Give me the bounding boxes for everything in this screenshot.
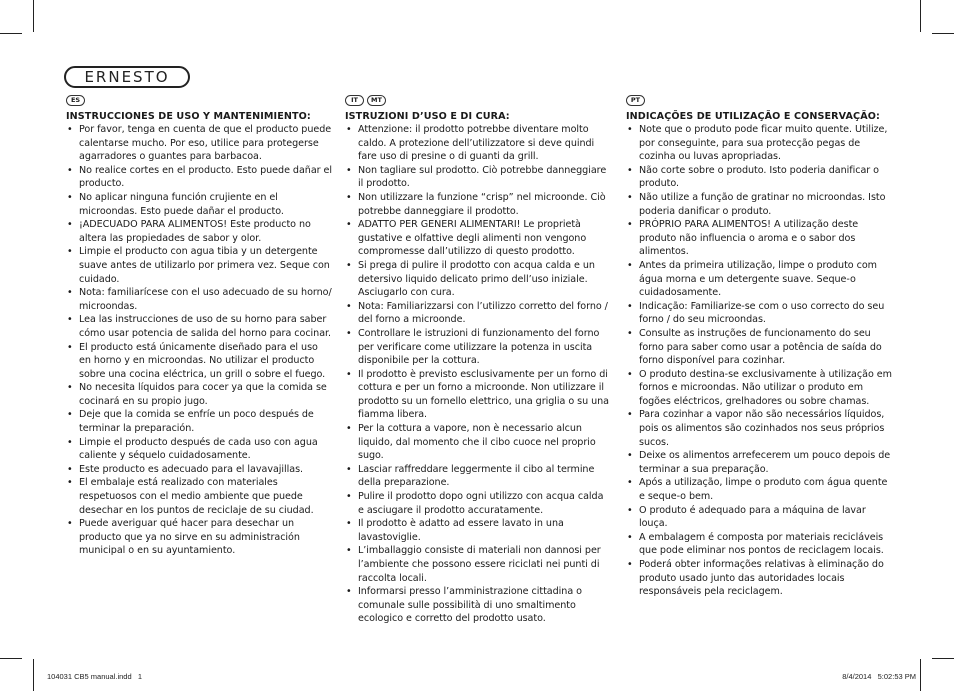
list-item: • Il prodotto è adatto ad essere lavato in una lavastoviglie. — [345, 517, 611, 544]
list-item: • Consulte as instruções de funcionamento do seu forno para saber como usar a potência de saída do forno disponível para cozinhar. — [626, 327, 892, 368]
crop-mark — [33, 0, 34, 32]
list-item: • Deje que la comida se enfríe un poco después de terminar la preparación. — [66, 408, 332, 435]
language-badge-it: IT — [345, 95, 364, 106]
language-badge-mt: MT — [367, 95, 386, 106]
footer-timestamp: 8/4/2014 5:02:53 PM — [842, 672, 916, 681]
language-badges — [345, 95, 611, 107]
list-item: • Pulire il prodotto dopo ogni utilizzo con acqua calda e asciugare il prodotto accuratamente. — [345, 490, 611, 517]
column-es — [66, 95, 332, 558]
list-item: • Puede averiguar qué hacer para desechar un producto que ya no sirve en su administración municipal o en su ayuntamiento. — [66, 517, 332, 558]
crop-mark — [33, 659, 34, 691]
list-item: • Antes da primeira utilização, limpe o produto com água morna e um detergente suave. Seque-o cuidadosamente. — [626, 259, 892, 300]
language-badge-es: ES — [66, 95, 85, 106]
language-badges — [66, 95, 332, 107]
language-badges — [626, 95, 892, 107]
list-item: • No realice cortes en el producto. Esto puede dañar el producto. — [66, 164, 332, 191]
list-item: • Note que o produto pode ficar muito quente. Utilize, por conseguinte, para sua protecção pegas de cozinha ou luvas apropriadas. — [626, 123, 892, 164]
list-item: • Deixe os alimentos arrefecerem um pouco depois de terminar a sua preparação. — [626, 449, 892, 476]
crop-mark — [932, 33, 954, 34]
list-item: • PRÓPRIO PARA ALIMENTOS! A utilização deste produto não influencia o aroma e o sabor dos alimentos. — [626, 218, 892, 259]
list-item: • O produto é adequado para a máquina de lavar louça. — [626, 504, 892, 531]
list-item: • Poderá obter informações relativas à eliminação do produto usado junto das autoridades locais responsáveis pela reciclagem. — [626, 558, 892, 599]
list-item: • Nota: familiarícese con el uso adecuado de su horno/ microondas. — [66, 286, 332, 313]
list-item: • Não utilize a função de gratinar no microondas. Isto poderia danificar o produto. — [626, 191, 892, 218]
list-item: • Informarsi presso l’amministrazione cittadina o comunale sulle possibilità di uno smaltimento ecologico e corretto del prodotto usato. — [345, 585, 611, 626]
list-item: • El producto está únicamente diseñado para el uso en horno y en microondas. No utilizar el producto sobre una cocina eléctrica, un grill o sobre el fuego. — [66, 341, 332, 382]
list-item: • ADATTO PER GENERI ALIMENTARI! Le proprietà gustative e olfattive degli alimenti non vengono compromesse dall’utilizzo di questo prodotto. — [345, 218, 611, 259]
column-it — [345, 95, 611, 626]
list-item: • Este producto es adecuado para el lavavajillas. — [66, 463, 332, 477]
footer-filename: 104031 CB5 manual.indd 1 — [47, 672, 143, 681]
list-item: • Il prodotto è previsto esclusivamente per un forno di cottura e per un forno a microonde. Non utilizzare il prodotto su un fornello elettrico, una griglia o su una fiamma libera. — [345, 368, 611, 422]
brand-logo — [64, 66, 190, 88]
list-item: • Por favor, tenga en cuenta de que el producto puede calentarse mucho. Por eso, utilice para protegerse agarradores o guantes para barbacoa. — [66, 123, 332, 164]
list-item: • Limpie el producto con agua tibia y un detergente suave antes de utilizarlo por primera vez. Seque con cuidado. — [66, 245, 332, 286]
section-heading-it: ISTRUZIONI D’USO E DI CURA: — [345, 111, 510, 122]
crop-mark — [920, 659, 921, 691]
list-item: • El embalaje está realizado con materiales respetuosos con el medio ambiente que puede desechar en los puntos de reciclaje de su ciudad. — [66, 476, 332, 517]
list-item: • Lasciar raffreddare leggermente il cibo al termine della preparazione. — [345, 463, 611, 490]
instruction-list-pt — [626, 123, 892, 599]
list-item: • Indicação: Familiarize-se com o uso correcto do seu forno / do seu microondas. — [626, 300, 892, 327]
column-pt — [626, 95, 892, 599]
list-item: • No aplicar ninguna función crujiente en el microondas. Esto puede dañar el producto. — [66, 191, 332, 218]
list-item: • Non tagliare sul prodotto. Ciò potrebbe danneggiare il prodotto. — [345, 164, 611, 191]
list-item: • A embalagem é composta por materiais recicláveis que pode eliminar nos pontos de reciclagem locais. — [626, 531, 892, 558]
section-heading-es: INSTRUCCIONES DE USO Y MANTENIMIENTO: — [66, 111, 311, 122]
brand-logo-text: ERNESTO — [84, 68, 170, 86]
crop-mark — [920, 0, 921, 32]
crop-mark — [932, 658, 954, 659]
list-item: • Controllare le istruzioni di funzionamento del forno per verificare come utilizzare la potenza in uscita disponibile per la cottura. — [345, 327, 611, 368]
list-item: • No necesita líquidos para cocer ya que la comida se cocinará en su propio jugo. — [66, 381, 332, 408]
list-item: • Non utilizzare la funzione “crisp” nel microonde. Ciò potrebbe danneggiare il prodotto. — [345, 191, 611, 218]
instruction-list-it — [345, 123, 611, 626]
section-heading-pt: INDICAÇÕES DE UTILIZAÇÃO E CONSERVAÇÃO: — [626, 111, 880, 122]
list-item: • Para cozinhar a vapor não são necessários líquidos, pois os alimentos são cozinhados nos seus próprios sucos. — [626, 408, 892, 449]
list-item: • Nota: Familiarizzarsi con l’utilizzo corretto del forno / del forno a microonde. — [345, 300, 611, 327]
list-item: • Attenzione: il prodotto potrebbe diventare molto caldo. A protezione dell’utilizzatore si deve quindi fare uso di presine o di guanti da grill. — [345, 123, 611, 164]
list-item: • Limpie el producto después de cada uso con agua caliente y séquelo cuidadosamente. — [66, 436, 332, 463]
list-item: • Após a utilização, limpe o produto com água quente e seque-o bem. — [626, 476, 892, 503]
language-badge-pt: PT — [626, 95, 645, 106]
list-item: • Per la cottura a vapore, non è necessario alcun liquido, dal momento che il cibo cuoce nel proprio sugo. — [345, 422, 611, 463]
crop-mark — [0, 658, 22, 659]
instruction-list-es — [66, 123, 332, 558]
list-item: • Lea las instrucciones de uso de su horno para saber cómo usar potencia de salida del horno para cocinar. — [66, 313, 332, 340]
list-item: • ¡ADECUADO PARA ALIMENTOS! Este producto no altera las propiedades de sabor y olor. — [66, 218, 332, 245]
list-item: • O produto destina-se exclusivamente à utilização em fornos e microondas. Não utilizar o produto em fogões eléctricos, grelhadores ou sobre chamas. — [626, 368, 892, 409]
list-item: • Não corte sobre o produto. Isto poderia danificar o produto. — [626, 164, 892, 191]
list-item: • Si prega di pulire il prodotto con acqua calda e un detersivo liquido delicato primo dell’uso iniziale. Asciugarlo con cura. — [345, 259, 611, 300]
list-item: • L’imballaggio consiste di materiali non dannosi per l’ambiente che possono essere riciclati nei punti di raccolta locali. — [345, 544, 611, 585]
crop-mark — [0, 33, 22, 34]
